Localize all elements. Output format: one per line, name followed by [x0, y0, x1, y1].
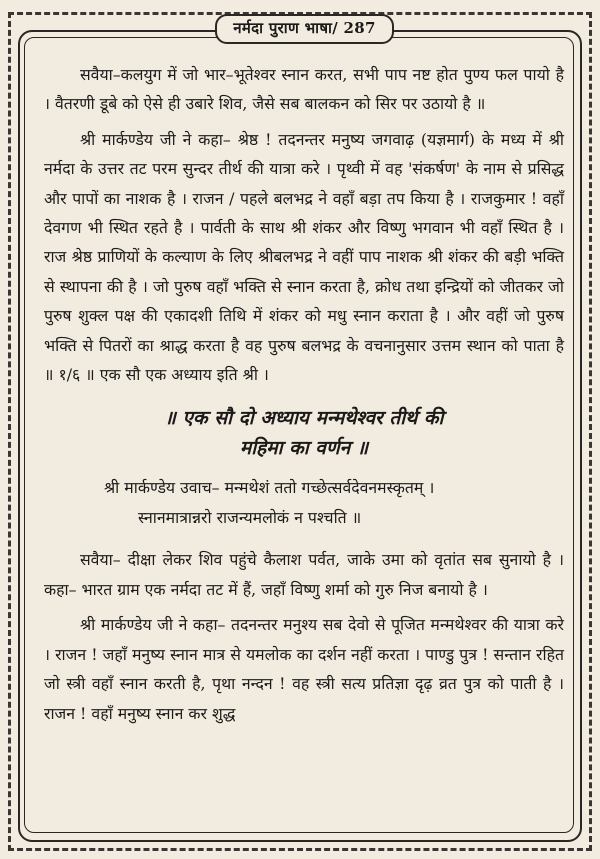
sloka-block	[44, 473, 564, 533]
page-content	[44, 60, 564, 734]
chapter-heading-line1: ॥ एक सौ दो अध्याय मन्मथेश्वर तीर्थ की	[164, 407, 444, 430]
paragraph-2: श्री मार्कण्डेय जी ने कहा– श्रेष्ठ ! तदनन्तर मनुष्य जगवाढ़ (यज्ञमार्ग) के मध्य में श्री नर्मदा के उत्तर तट परम सुन्दर तीर्थ की यात्रा करे । पृथ्वी में वह 'संकर्षण' के नाम से प्रसिद्ध और पापों का नाशक है । राजन / पहले बलभद्र ने वहाँ बड़ा तप किया है । राजकुमार ! वहाँ देवगण भी स्थित रहते है । पार्वती के साथ श्री शंकर और विष्णु भगवान भी वहाँ स्थित है । राज श्रेष्ठ प्राणियों के कल्याण के लिए श्रीबलभद्र ने वहीं पाप नाशक श्री शंकर की बड़ी भक्ति से स्थापना की है । जो पुरुष वहाँ भक्ति से स्नान करता है, क्रोध तथा इन्द्रियों को जीतकर जो पुरुष शुक्ल पक्ष की एकादशी तिथि में शंकर को मधु स्नान कराता है । और वहीं जो पुरुष भक्ति से पितरों का श्राद्ध करता है वह पुरुष बलभद्र के वचनानुसार उत्तम स्थान को पाता है ॥ १/६ ॥ एक सौ एक अध्याय इति श्री ।	[44, 129, 564, 385]
dashed-border-right	[589, 12, 592, 851]
paragraph-3: सवैया– दीक्षा लेकर शिव पहुंचे कैलाश पर्वत, जाके उमा को वृतांत सब सुनायो है । कहा– भारत ग्राम एक नर्मदा तट में हैं, जहाँ विष्णु शर्मा को गुरु निज बनायो है ।	[44, 550, 564, 599]
sloka-line1: श्री मार्कण्डेय उवाच– मन्मथेशं ततो गच्छेत्सर्वदेवनमस्कृतम् ।	[104, 478, 435, 498]
dashed-border-left	[8, 12, 11, 851]
dashed-border-bottom	[8, 848, 592, 851]
chapter-heading-line2: महिमा का वर्णन ॥	[239, 437, 369, 460]
paragraph-4: श्री मार्कण्डेय जी ने कहा– तदनन्तर मनुश्य सब देवो से पूजित मन्मथेश्वर की यात्रा करे । राजन ! जहाँ मनुष्य स्नान मात्र से यमलोक का दर्शन नहीं करता । पाण्डु पुत्र ! सन्तान रहित जो स्त्री वहाँ स्नान करती है, पृथा नन्दन ! वह स्त्री सत्य प्रतिज्ञा दृढ़ व्रत पुत्र को पाती है । राजन ! वहाँ मनुष्य स्नान कर शुद्ध	[44, 615, 564, 723]
chapter-heading	[44, 403, 564, 463]
page-header: नर्मदा पुराण भाषा/ 287	[215, 14, 394, 44]
paragraph-1: सवैया–कलयुग में जो भार–भूतेश्वर स्नान करत, सभी पाप नष्ट होत पुण्य फल पायो है । वैतरणी डूबे को ऐसे ही उबारे शिव, जैसे सब बालकन को सिर पर उठायो है ॥	[44, 65, 564, 114]
sloka-line2: स्नानमात्रान्नरो राजन्यमलोकं न पश्चति ॥	[138, 508, 362, 528]
